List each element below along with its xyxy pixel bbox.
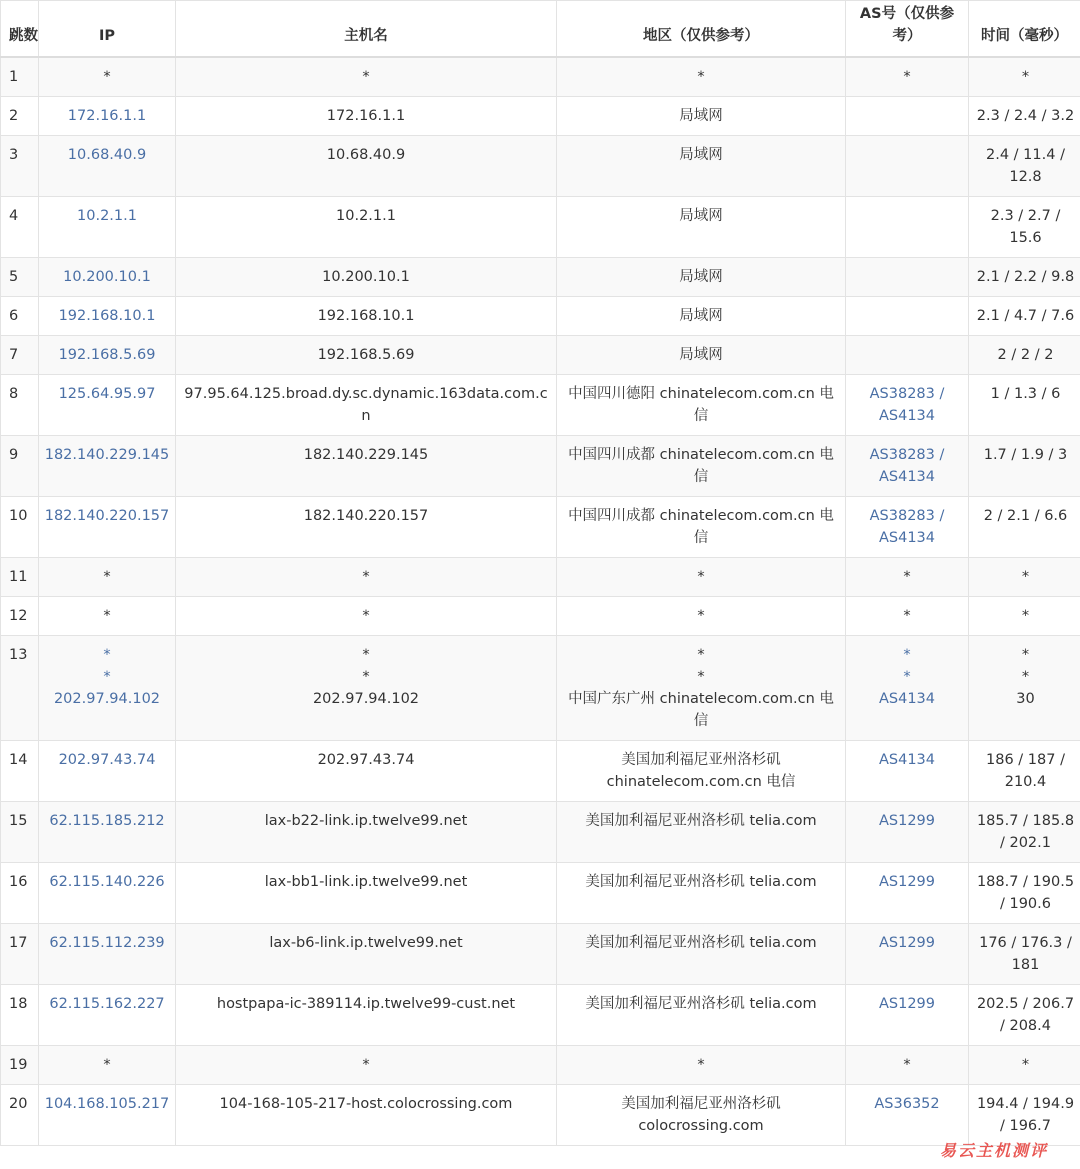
hostname-cell: 182.140.229.145 [176,436,557,497]
hostname-cell: 182.140.220.157 [176,497,557,558]
as-cell [846,336,969,375]
hop-cell: 9 [1,436,39,497]
region-cell: 局域网 [557,258,846,297]
region-cell: 局域网 [557,336,846,375]
region-cell: 美国加利福尼亚州洛杉矶 colocrossing.com [557,1085,846,1146]
hop-cell: 7 [1,336,39,375]
ip-cell: * [39,597,176,636]
as-cell[interactable]: AS1299 [846,863,969,924]
hostname-cell: * * 202.97.94.102 [176,636,557,741]
ip-cell[interactable]: 192.168.10.1 [39,297,176,336]
region-cell: 中国四川成都 chinatelecom.com.cn 电信 [557,436,846,497]
hop-cell: 20 [1,1085,39,1146]
table-row [1,297,1080,336]
region-cell: * [557,57,846,97]
time-cell: * [969,558,1080,597]
hostname-cell: 192.168.10.1 [176,297,557,336]
region-cell: 中国四川德阳 chinatelecom.com.cn 电信 [557,375,846,436]
hostname-cell: 192.168.5.69 [176,336,557,375]
ip-cell[interactable]: 10.68.40.9 [39,136,176,197]
watermark: 易云主机测评 [940,1141,1049,1160]
region-cell: 美国加利福尼亚州洛杉矶 chinatelecom.com.cn 电信 [557,741,846,802]
table-row [1,97,1080,136]
as-cell[interactable]: AS38283 / AS4134 [846,436,969,497]
hop-cell: 16 [1,863,39,924]
ip-cell[interactable]: 62.115.185.212 [39,802,176,863]
ip-cell[interactable]: 172.16.1.1 [39,97,176,136]
hostname-cell: lax-b6-link.ip.twelve99.net [176,924,557,985]
hop-cell: 3 [1,136,39,197]
time-cell: 202.5 / 206.7 / 208.4 [969,985,1080,1046]
hostname-cell: * [176,57,557,97]
ip-cell[interactable]: 62.115.162.227 [39,985,176,1046]
region-cell: 美国加利福尼亚州洛杉矶 telia.com [557,985,846,1046]
table-row [1,1046,1080,1085]
as-cell [846,136,969,197]
hostname-cell: 10.2.1.1 [176,197,557,258]
header-time: 时间（毫秒） [969,1,1080,58]
ip-cell: * [39,558,176,597]
as-cell [846,258,969,297]
table-row [1,985,1080,1046]
as-cell: * [846,558,969,597]
as-cell[interactable]: AS36352 [846,1085,969,1146]
header-as: AS号（仅供参考） [846,1,969,58]
region-cell: 美国加利福尼亚州洛杉矶 telia.com [557,924,846,985]
region-cell: 局域网 [557,197,846,258]
time-cell: * * 30 [969,636,1080,741]
header-hostname: 主机名 [176,1,557,58]
region-cell: 美国加利福尼亚州洛杉矶 telia.com [557,802,846,863]
ip-cell[interactable]: 62.115.140.226 [39,863,176,924]
region-cell: * [557,597,846,636]
time-cell: * [969,1046,1080,1085]
hostname-cell: hostpapa-ic-389114.ip.twelve99-cust.net [176,985,557,1046]
as-cell[interactable]: AS1299 [846,802,969,863]
hop-cell: 1 [1,57,39,97]
region-cell: * * 中国广东广州 chinatelecom.com.cn 电信 [557,636,846,741]
hostname-cell: lax-b22-link.ip.twelve99.net [176,802,557,863]
hostname-cell: * [176,597,557,636]
ip-cell: * [39,57,176,97]
hop-cell: 18 [1,985,39,1046]
hostname-cell: 10.68.40.9 [176,136,557,197]
region-cell: 美国加利福尼亚州洛杉矶 telia.com [557,863,846,924]
time-cell: * [969,597,1080,636]
hop-cell: 11 [1,558,39,597]
time-cell: 176 / 176.3 / 181 [969,924,1080,985]
as-cell: * [846,57,969,97]
hostname-cell: * [176,558,557,597]
hop-cell: 12 [1,597,39,636]
ip-cell[interactable]: 192.168.5.69 [39,336,176,375]
table-row [1,924,1080,985]
ip-cell[interactable]: 104.168.105.217 [39,1085,176,1146]
table-row [1,258,1080,297]
hop-cell: 2 [1,97,39,136]
time-cell: * [969,57,1080,97]
table-row [1,197,1080,258]
ip-cell[interactable]: 62.115.112.239 [39,924,176,985]
as-cell: * [846,1046,969,1085]
hop-cell: 15 [1,802,39,863]
table-row [1,802,1080,863]
ip-cell[interactable]: 182.140.220.157 [39,497,176,558]
table-row [1,336,1080,375]
hop-cell: 8 [1,375,39,436]
time-cell: 2 / 2 / 2 [969,336,1080,375]
table-body [1,57,1080,1146]
hop-cell: 6 [1,297,39,336]
header-hop: 跳数 [1,1,39,58]
hostname-cell: 10.200.10.1 [176,258,557,297]
hop-cell: 19 [1,1046,39,1085]
header-region: 地区（仅供参考） [557,1,846,58]
table-row [1,863,1080,924]
time-cell: 2.1 / 4.7 / 7.6 [969,297,1080,336]
hop-cell: 14 [1,741,39,802]
hostname-cell: 104-168-105-217-host.colocrossing.com [176,1085,557,1146]
ip-cell[interactable]: 202.97.43.74 [39,741,176,802]
time-cell: 2.3 / 2.4 / 3.2 [969,97,1080,136]
table-row [1,558,1080,597]
table-row [1,436,1080,497]
hostname-cell: * [176,1046,557,1085]
hop-cell: 4 [1,197,39,258]
time-cell: 1.7 / 1.9 / 3 [969,436,1080,497]
table-row [1,597,1080,636]
table-row [1,1085,1080,1146]
table-row [1,636,1080,741]
region-cell: 中国四川成都 chinatelecom.com.cn 电信 [557,497,846,558]
hostname-cell: 172.16.1.1 [176,97,557,136]
ip-cell: * [39,1046,176,1085]
hostname-cell: 202.97.43.74 [176,741,557,802]
region-cell: 局域网 [557,297,846,336]
ip-cell[interactable]: 125.64.95.97 [39,375,176,436]
as-cell[interactable]: AS1299 [846,985,969,1046]
as-cell[interactable]: AS1299 [846,924,969,985]
time-cell: 2.3 / 2.7 / 15.6 [969,197,1080,258]
region-cell: * [557,1046,846,1085]
table-row [1,375,1080,436]
ip-cell[interactable]: 10.200.10.1 [39,258,176,297]
table-row [1,136,1080,197]
time-cell: 2.4 / 11.4 / 12.8 [969,136,1080,197]
as-cell [846,297,969,336]
time-cell: 194.4 / 194.9 / 196.7 [969,1085,1080,1146]
hop-cell: 13 [1,636,39,741]
as-cell[interactable]: AS4134 [846,741,969,802]
time-cell: 2 / 2.1 / 6.6 [969,497,1080,558]
region-cell: 局域网 [557,136,846,197]
table-header-row [1,1,1080,58]
as-cell[interactable]: * * AS4134 [846,636,969,741]
table-row [1,497,1080,558]
hostname-cell: lax-bb1-link.ip.twelve99.net [176,863,557,924]
time-cell: 2.1 / 2.2 / 9.8 [969,258,1080,297]
time-cell: 186 / 187 / 210.4 [969,741,1080,802]
hop-cell: 17 [1,924,39,985]
ip-cell[interactable]: 10.2.1.1 [39,197,176,258]
as-cell: * [846,597,969,636]
hop-cell: 10 [1,497,39,558]
as-cell [846,97,969,136]
region-cell: 局域网 [557,97,846,136]
region-cell: * [557,558,846,597]
table-row [1,57,1080,97]
time-cell: 188.7 / 190.5 / 190.6 [969,863,1080,924]
header-ip: IP [39,1,176,58]
time-cell: 185.7 / 185.8 / 202.1 [969,802,1080,863]
hop-cell: 5 [1,258,39,297]
as-cell[interactable]: AS38283 / AS4134 [846,497,969,558]
ip-cell[interactable]: * * 202.97.94.102 [39,636,176,741]
table-row [1,741,1080,802]
hostname-cell: 97.95.64.125.broad.dy.sc.dynamic.163data.com.cn [176,375,557,436]
time-cell: 1 / 1.3 / 6 [969,375,1080,436]
ip-cell[interactable]: 182.140.229.145 [39,436,176,497]
as-cell [846,197,969,258]
as-cell[interactable]: AS38283 / AS4134 [846,375,969,436]
